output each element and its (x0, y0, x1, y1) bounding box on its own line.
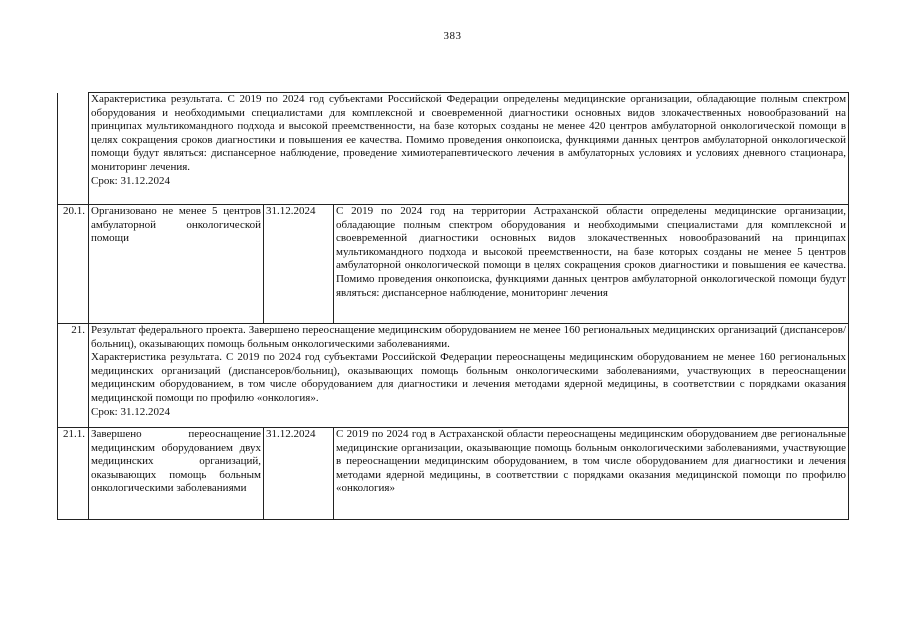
row-number: 20.1. (58, 205, 89, 324)
table-row (58, 324, 849, 428)
result-characteristic-cell (89, 93, 849, 205)
table-row (58, 205, 849, 324)
task-name: Завершено переоснащение медицинским оборудованием двух медицинских организаций, оказывающих помощь больным онкологическими заболеваниями (89, 428, 264, 520)
task-name: Организовано не менее 5 центров амбулаторной онкологической помощи (89, 205, 264, 324)
result-characteristic-text: Характеристика результата. С 2019 по 2024 год субъектами Российской Федерации определены медицинские организации, обладающие полным спектром оборудования и необходимыми специалистами для комплексной и своевременной диагностики основных видов злокачественных новообразований на принципах мультикомандного подхода и высокой преемственности, на базе которых созданы не менее 420 центров амбулаторной онкологической помощи в целях сокращения сроков диагностики и повышения ее качества. Помимо проведения онкопоиска, функциями данных центров амбулаторной онкологической помощи будут являться: диспансерное наблюдение, проведение химиотерапевтического лечения в амбулаторных условиях и условиях дневного стационара, мониторинг лечения. (91, 93, 847, 173)
page-number: 383 (443, 30, 462, 42)
task-description: С 2019 по 2024 год в Астраханской области переоснащены медицинским оборудованием две региональные медицинские организации, оказывающие помощь больным онкологическими заболеваниями, участвующие в переоснащении медицинским оборудованием, в том числе оборудованием для диагностики и лечения методами ядерной медицины, в соответствии с порядками оказания медицинской помощи по профилю «онкология» (334, 428, 849, 520)
task-date: 31.12.2024 (264, 428, 334, 520)
row-number: 21. (58, 324, 89, 428)
project-result-cell (89, 324, 849, 428)
project-result-text: Результат федерального проекта. Завершено переоснащение медицинским оборудованием не менее 160 региональных медицинских организаций (диспансеров/больниц), оказывающих помощь больным онкологическими заболеваниями. (91, 324, 847, 350)
table-row (58, 93, 849, 205)
task-date: 31.12.2024 (264, 205, 334, 324)
task-description: С 2019 по 2024 год на территории Астраханской области определены медицинские организации, обладающие полным спектром оборудования и необходимыми специалистами для комплексной и своевременной диагностики основных видов злокачественных новообразований на принципах мультикомандного подхода и высокой преемственности, на базе которых созданы не менее 5 центров амбулаторной онкологической помощи в целях сокращения сроков диагностики и повышения ее качества. Помимо проведения онкопоиска, функциями данных центров амбулаторной онкологической помощи будут являться: диспансерное наблюдение, мониторинг лечения (334, 205, 849, 324)
table-row (58, 428, 849, 520)
results-table (57, 92, 849, 520)
result-deadline: Срок: 31.12.2024 (91, 174, 170, 187)
project-deadline: Срок: 31.12.2024 (91, 405, 170, 418)
empty-number-cell (58, 93, 89, 205)
row-number: 21.1. (58, 428, 89, 520)
project-characteristic-text: Характеристика результата. С 2019 по 2024 год субъектами Российской Федерации переоснащены медицинским оборудованием не менее 160 региональных медицинских организаций (диспансеров/больниц), оказывающих помощь больным онкологическими заболеваниями, участвующих в переоснащении медицинским оборудованием, в том числе оборудованием для диагностики и лечения методами ядерной медицины, в соответствии с порядками оказания медицинской помощи по профилю «онкология». (91, 351, 847, 404)
